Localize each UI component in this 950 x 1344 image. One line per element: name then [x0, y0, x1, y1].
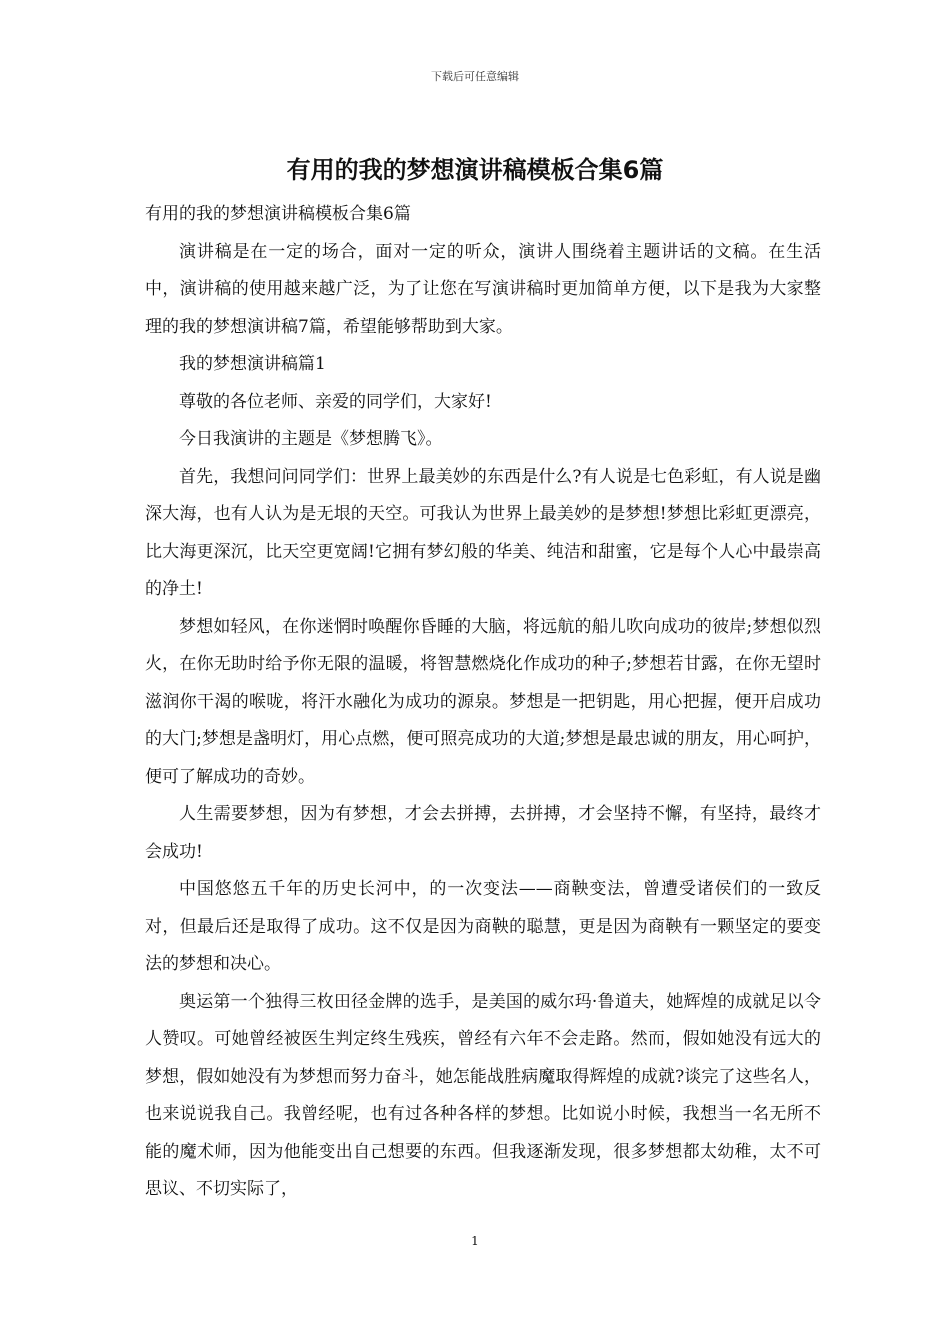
document-body	[145, 196, 821, 1209]
header-note: 下载后可任意编辑	[431, 70, 519, 83]
document-title: 有用的我的梦想演讲稿模板合集6篇	[286, 156, 664, 184]
section-heading: 我的梦想演讲稿篇1	[179, 354, 326, 374]
page-number: 1	[471, 1234, 479, 1248]
theme-paragraph: 今日我演讲的主题是《梦想腾飞》。	[179, 429, 443, 449]
body-paragraph: 中国悠悠五千年的历史长河中，的一次变法——商鞅变法，曾遭受诸侯们的一致反对，但最后还是取得了成功。这不仅是因为商鞅的聪慧，更是因为商鞅有一颗坚定的要变法的梦想和决心。	[145, 879, 821, 974]
body-paragraph: 人生需要梦想，因为有梦想，才会去拼搏，去拼搏，才会坚持不懈，有坚持，最终才会成功!	[145, 804, 821, 862]
body-paragraph: 首先，我想问问同学们：世界上最美妙的东西是什么?有人说是七色彩虹，有人说是幽深大海，也有人认为是无垠的天空。可我认为世界上最美妙的是梦想!梦想比彩虹更漂亮，比大海更深沉，比天空更宽阔!它拥有梦幻般的华美、纯洁和甜蜜，它是每个人心中最崇高的净土!	[145, 466, 821, 599]
greeting-paragraph: 尊敬的各位老师、亲爱的同学们，大家好!	[179, 391, 492, 412]
intro-paragraph: 演讲稿是在一定的场合，面对一定的听众，演讲人围绕着主题讲话的文稿。在生活中，演讲稿的使用越来越广泛，为了让您在写演讲稿时更加简单方便，以下是我为大家整理的我的梦想演讲稿7篇，希望能够帮助到大家。	[145, 241, 821, 337]
body-paragraph: 奥运第一个独得三枚田径金牌的选手，是美国的威尔玛·鲁道夫，她辉煌的成就足以令人赞叹。可她曾经被医生判定终生残疾，曾经有六年不会走路。然而，假如她没有远大的梦想，假如她没有为梦想而努力奋斗，她怎能战胜病魔取得辉煌的成就?谈完了这些名人，也来说说我自己。我曾经呢，也有过各种各样的梦想。比如说小时候，我想当一名无所不能的魔术师，因为他能变出自己想要的东西。但我逐渐发现，很多梦想都太幼稚，太不可思议、不切实际了，	[145, 991, 821, 1199]
subtitle-paragraph: 有用的我的梦想演讲稿模板合集6篇	[145, 204, 411, 224]
body-paragraph: 梦想如轻风，在你迷惘时唤醒你昏睡的大脑，将远航的船儿吹向成功的彼岸;梦想似烈火，在你无助时给予你无限的温暖，将智慧燃烧化作成功的种子;梦想若甘露，在你无望时滋润你干渴的喉咙，将汗水融化为成功的源泉。梦想是一把钥匙，用心把握，便开启成功的大门;梦想是盏明灯，用心点燃，便可照亮成功的大道;梦想是最忠诚的朋友，用心呵护，便可了解成功的奇妙。	[145, 616, 821, 787]
